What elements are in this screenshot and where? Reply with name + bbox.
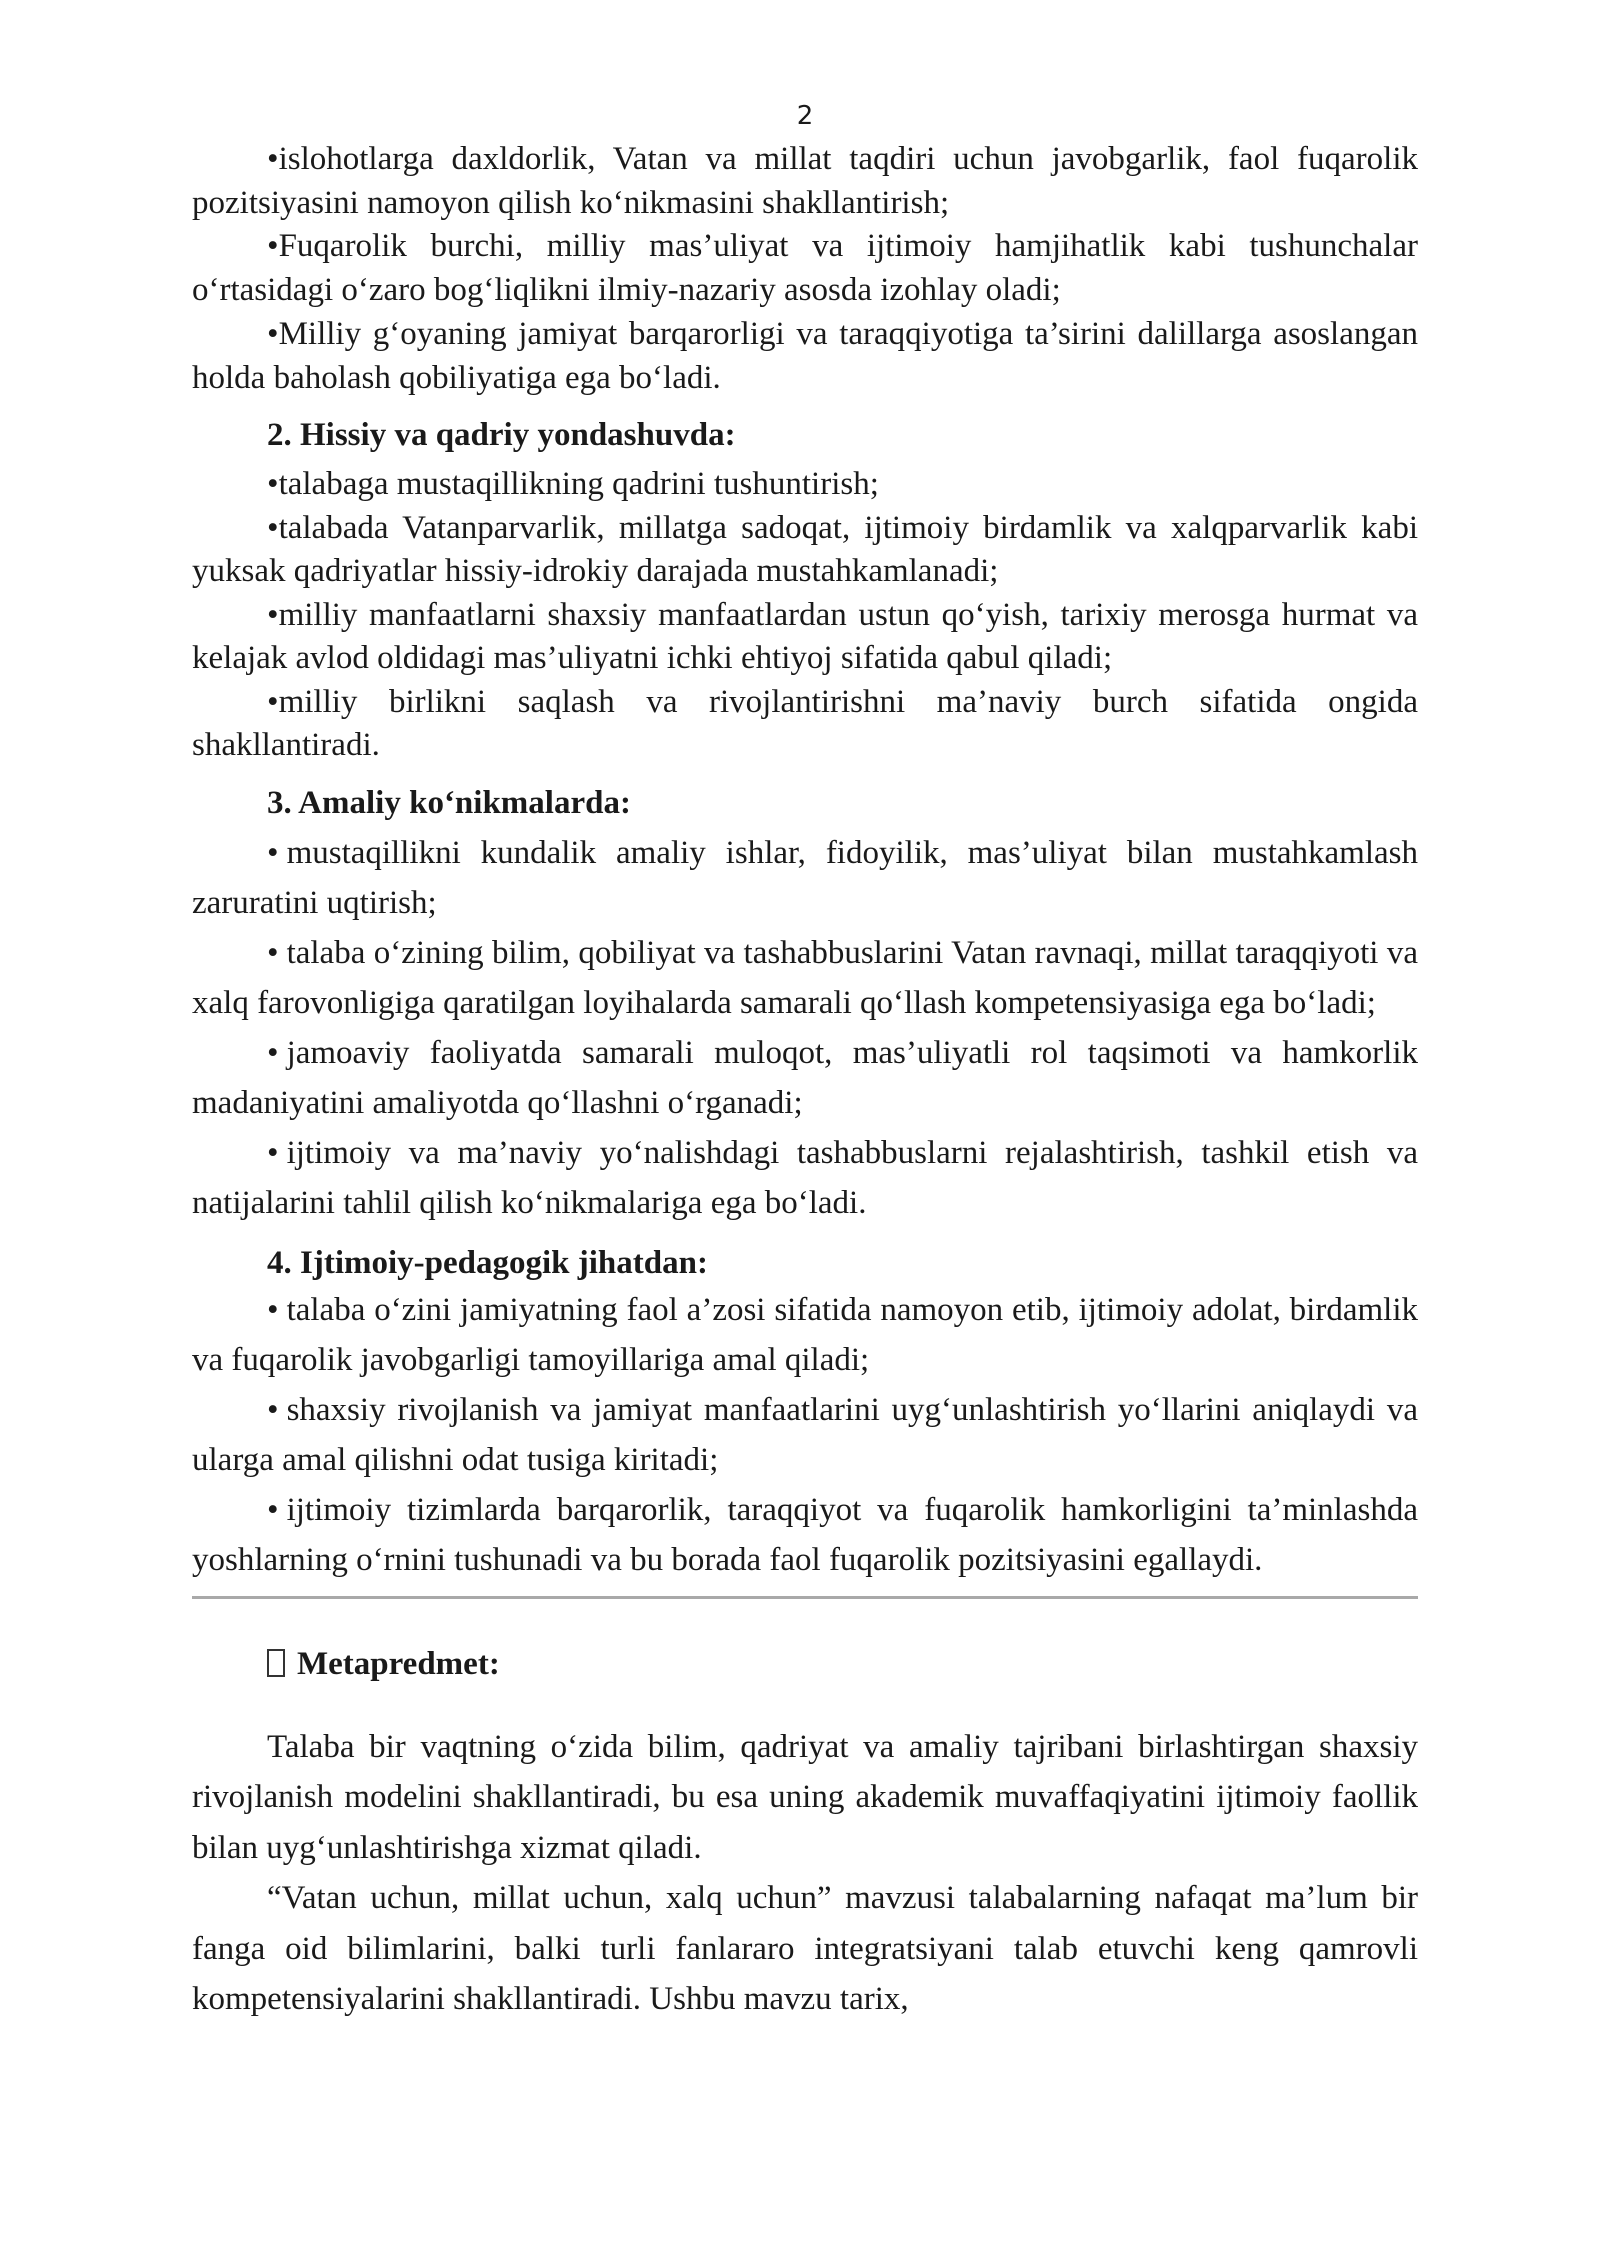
missing-glyph-icon <box>267 1649 285 1677</box>
metapredmet-section <box>192 1639 1418 2025</box>
list-item <box>192 138 1418 225</box>
paragraph: “Vatan uchun, millat uchun, xalq uchun” mavzusi talabalarning nafaqat ma’lum bir fanga oid bilimlarini, balki turli fanlararo integratsiyani talab etuvchi keng qamrovli kompetensiyalarini shakllantiradi. Ushbu mavzu tarix, <box>192 1880 1418 2018</box>
list-item <box>192 1285 1418 1385</box>
section-3 <box>192 782 1418 1228</box>
list-item-text: jamoaviy faoliyatda samarali muloqot, mas’uliyatli rol taqsimoti va hamkorlik madaniyatini amaliyotda qo‘llashni o‘rganadi; <box>192 1034 1418 1121</box>
list-item-text: islohotlarga daxldorlik, Vatan va millat taqdiri uchun javobgarlik, faol fuqarolik pozitsiyasini namoyon qilish ko‘nikmasini shakllantirish; <box>192 141 1418 221</box>
list-item <box>192 507 1418 594</box>
list-item <box>192 1128 1418 1228</box>
list-item <box>192 463 1418 507</box>
bullet-icon: • <box>267 315 279 352</box>
bullet-icon: • <box>267 1391 279 1428</box>
paragraph: Talaba bir vaqtning o‘zida bilim, qadriyat va amaliy tajribani birlashtirgan shaxsiy rivojlanish modelini shakllantiradi, bu esa uning akademik muvaffaqiyatini ijtimoiy faollik bilan uyg‘unlashtirishga xizmat qiladi. <box>192 1728 1418 1866</box>
section-heading <box>192 1639 1418 1689</box>
section-heading: 3. Amaliy ko‘nikmalarda: <box>267 784 631 821</box>
bullet-icon: • <box>267 1291 279 1328</box>
list-item <box>192 225 1418 312</box>
list-item-text: Fuqarolik burchi, milliy mas’uliyat va ijtimoiy hamjihatlik kabi tushunchalar o‘rtasidagi o‘zaro bog‘liqlikni ilmiy-nazariy asosda izohlay oladi; <box>192 228 1418 309</box>
bullet-icon: • <box>267 683 279 720</box>
list-item-text: talabaga mustaqillikning qadrini tushuntirish; <box>278 466 879 503</box>
section-4 <box>192 1242 1418 1585</box>
bullet-icon: • <box>267 1134 279 1171</box>
list-item-text: Milliy g‘oyaning jamiyat barqarorligi va taraqqiyotiga ta’sirini dalillarga asoslangan holda baholash qobiliyatiga ega bo‘ladi. <box>192 315 1418 396</box>
list-item <box>192 1028 1418 1128</box>
meta-heading-text: Metapredmet: <box>297 1645 500 1682</box>
bullet-icon: • <box>267 466 279 503</box>
horizontal-divider <box>192 1596 1418 1599</box>
list-item <box>192 681 1418 768</box>
list-item-text: milliy manfaatlarni shaxsiy manfaatlardan ustun qo‘yish, tarixiy merosga hurmat va kelajak avlod oldidagi mas’uliyatni ichki ehtiyoj sifatida qabul qiladi; <box>192 596 1418 677</box>
page-number: 2 <box>796 101 814 131</box>
list-item <box>192 594 1418 681</box>
list-item-text: talaba o‘zini jamiyatning faol a’zosi sifatida namoyon etib, ijtimoiy adolat, birdamlik va fuqarolik javobgarligi tamoyillariga amal qiladi; <box>192 1291 1418 1378</box>
bullet-icon: • <box>267 228 279 265</box>
section-heading: 4. Ijtimoiy-pedagogik jihatdan: <box>267 1244 708 1281</box>
section-heading: 2. Hissiy va qadriy yondashuvda: <box>267 417 736 454</box>
list-item <box>192 313 1418 400</box>
list-item-text: mustaqillikni kundalik amaliy ishlar, fidoyilik, mas’uliyat bilan mustahkamlash zaruratini uqtirish; <box>192 834 1418 921</box>
bullet-icon: • <box>267 1034 279 1071</box>
bullet-icon: • <box>267 934 279 971</box>
list-item-text: ijtimoiy tizimlarda barqarorlik, taraqqiyot va fuqarolik hamkorligini ta’minlashda yoshlarning o‘rnini tushunadi va bu borada faol fuqarolik pozitsiyasini egallaydi. <box>192 1491 1418 1578</box>
list-item-text: ijtimoiy va ma’naviy yo‘nalishdagi tashabbuslarni rejalashtirish, tashkil etish va natijalarini tahlil qilish ko‘nikmalariga ega bo‘ladi. <box>192 1134 1418 1221</box>
list-item-text: talabada Vatanparvarlik, millatga sadoqat, ijtimoiy birdamlik va xalqparvarlik kabi yuksak qadriyatlar hissiy-idrokiy darajada mustahkamlanadi; <box>192 509 1418 590</box>
section-1-list <box>192 138 1418 400</box>
list-item-text: milliy birlikni saqlash va rivojlantirishni ma’naviy burch sifatida ongida shakllantiradi. <box>192 683 1418 764</box>
list-item <box>192 1485 1418 1585</box>
list-item-text: shaxsiy rivojlanish va jamiyat manfaatlarini uyg‘unlashtirish yo‘llarini aniqlaydi va ularga amal qilishni odat tusiga kiritadi; <box>192 1391 1418 1478</box>
document-page <box>192 96 1418 2025</box>
bullet-icon: • <box>267 596 279 633</box>
list-item <box>192 928 1418 1028</box>
list-item-text: talaba o‘zining bilim, qobiliyat va tashabbuslarini Vatan ravnaqi, millat taraqqiyoti va xalq farovonligiga qaratilgan loyihalarda samarali qo‘llash kompetensiyasiga ega bo‘ladi; <box>192 934 1418 1021</box>
section-2 <box>192 414 1418 768</box>
bullet-icon: • <box>267 141 279 177</box>
bullet-icon: • <box>267 834 279 871</box>
list-item <box>192 828 1418 928</box>
bullet-icon: • <box>267 1491 279 1528</box>
list-item <box>192 1385 1418 1485</box>
bullet-icon: • <box>267 509 279 546</box>
